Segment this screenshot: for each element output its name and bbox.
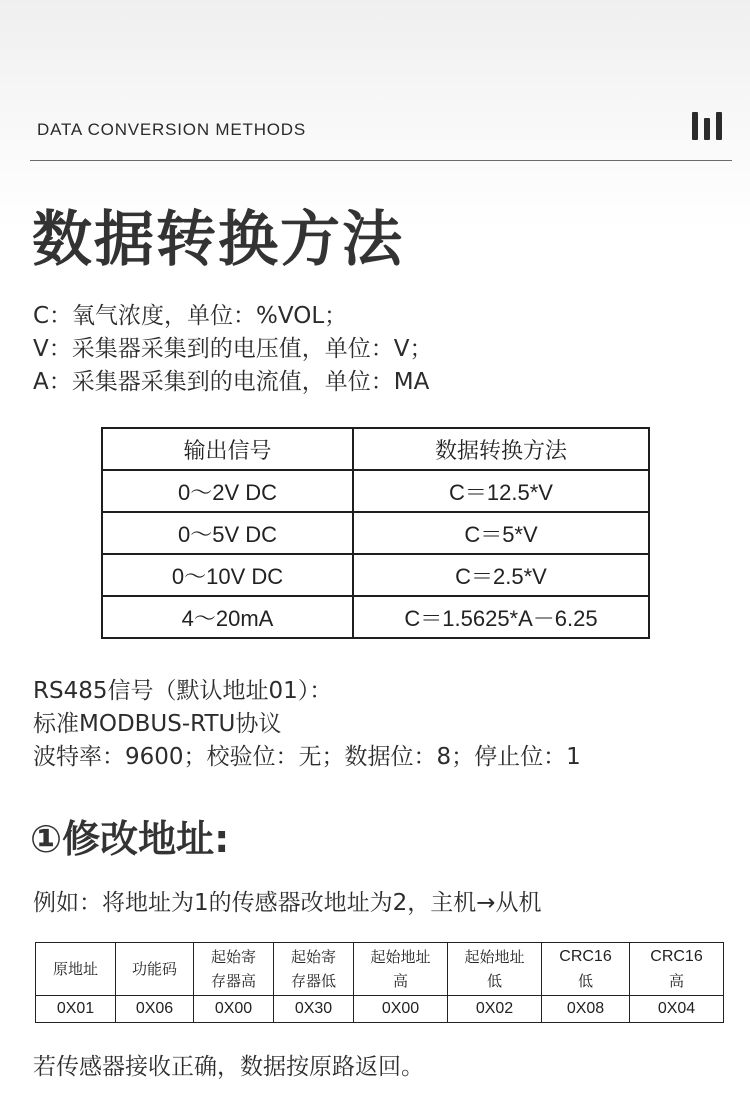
conversion-table [101, 427, 650, 639]
frame-value-cell: 0X30 [274, 996, 354, 1023]
frame-value-cell: 0X00 [194, 996, 274, 1023]
signal-cell: 4～20mA [102, 596, 353, 638]
signal-cell: 0～5V DC [102, 512, 353, 554]
header-divider [30, 160, 732, 161]
frame-value-cell: 0X08 [542, 996, 630, 1023]
column-header: 起始寄 存器低 [274, 943, 354, 996]
definition-line: C：氧气浓度，单位：%VOL； [33, 303, 348, 329]
modbus-frame-table [35, 942, 724, 1023]
column-header: 输出信号 [102, 428, 353, 470]
frame-value-cell: 0X06 [116, 996, 194, 1023]
variable-definitions [33, 300, 432, 399]
three-bars-logo-icon [692, 112, 724, 142]
table-row [102, 596, 649, 638]
table-row [102, 512, 649, 554]
signal-cell: 0～2V DC [102, 470, 353, 512]
column-header: CRC16 高 [630, 943, 724, 996]
header-label: DATA CONVERSION METHODS [37, 120, 307, 139]
signal-cell: 0～10V DC [102, 554, 353, 596]
page-title: 数据转换方法 [32, 205, 404, 275]
rs485-info [33, 675, 581, 774]
section-heading: ①修改地址: [30, 817, 230, 861]
column-header: 起始地址 低 [448, 943, 542, 996]
rs485-line: 标准MODBUS-RTU协议 [33, 711, 282, 737]
definition-line: A：采集器采集到的电流值，单位：MA [33, 369, 430, 395]
column-header: 数据转换方法 [353, 428, 649, 470]
formula-cell: C＝12.5*V [353, 470, 649, 512]
frame-value-cell: 0X00 [354, 996, 448, 1023]
table-row [102, 470, 649, 512]
table-header-row [36, 943, 724, 996]
column-header: 功能码 [116, 943, 194, 996]
formula-cell: C＝1.5625*A－6.25 [353, 596, 649, 638]
column-header: 原地址 [36, 943, 116, 996]
table-row [36, 996, 724, 1023]
example-text: 例如：将地址为1的传感器改地址为2，主机→从机 [33, 890, 542, 916]
table-row [102, 554, 649, 596]
frame-value-cell: 0X01 [36, 996, 116, 1023]
column-header: 起始寄 存器高 [194, 943, 274, 996]
formula-cell: C＝2.5*V [353, 554, 649, 596]
frame-value-cell: 0X04 [630, 996, 724, 1023]
footer-note: 若传感器接收正确，数据按原路返回。 [33, 1054, 424, 1080]
rs485-line: RS485信号（默认地址01）： [33, 678, 333, 704]
definition-line: V：采集器采集到的电压值，单位：V； [33, 336, 433, 362]
frame-value-cell: 0X02 [448, 996, 542, 1023]
table-header-row [102, 428, 649, 470]
column-header: 起始地址 高 [354, 943, 448, 996]
formula-cell: C＝5*V [353, 512, 649, 554]
column-header: CRC16 低 [542, 943, 630, 996]
rs485-line: 波特率：9600；校验位：无；数据位：8；停止位：1 [33, 744, 581, 770]
